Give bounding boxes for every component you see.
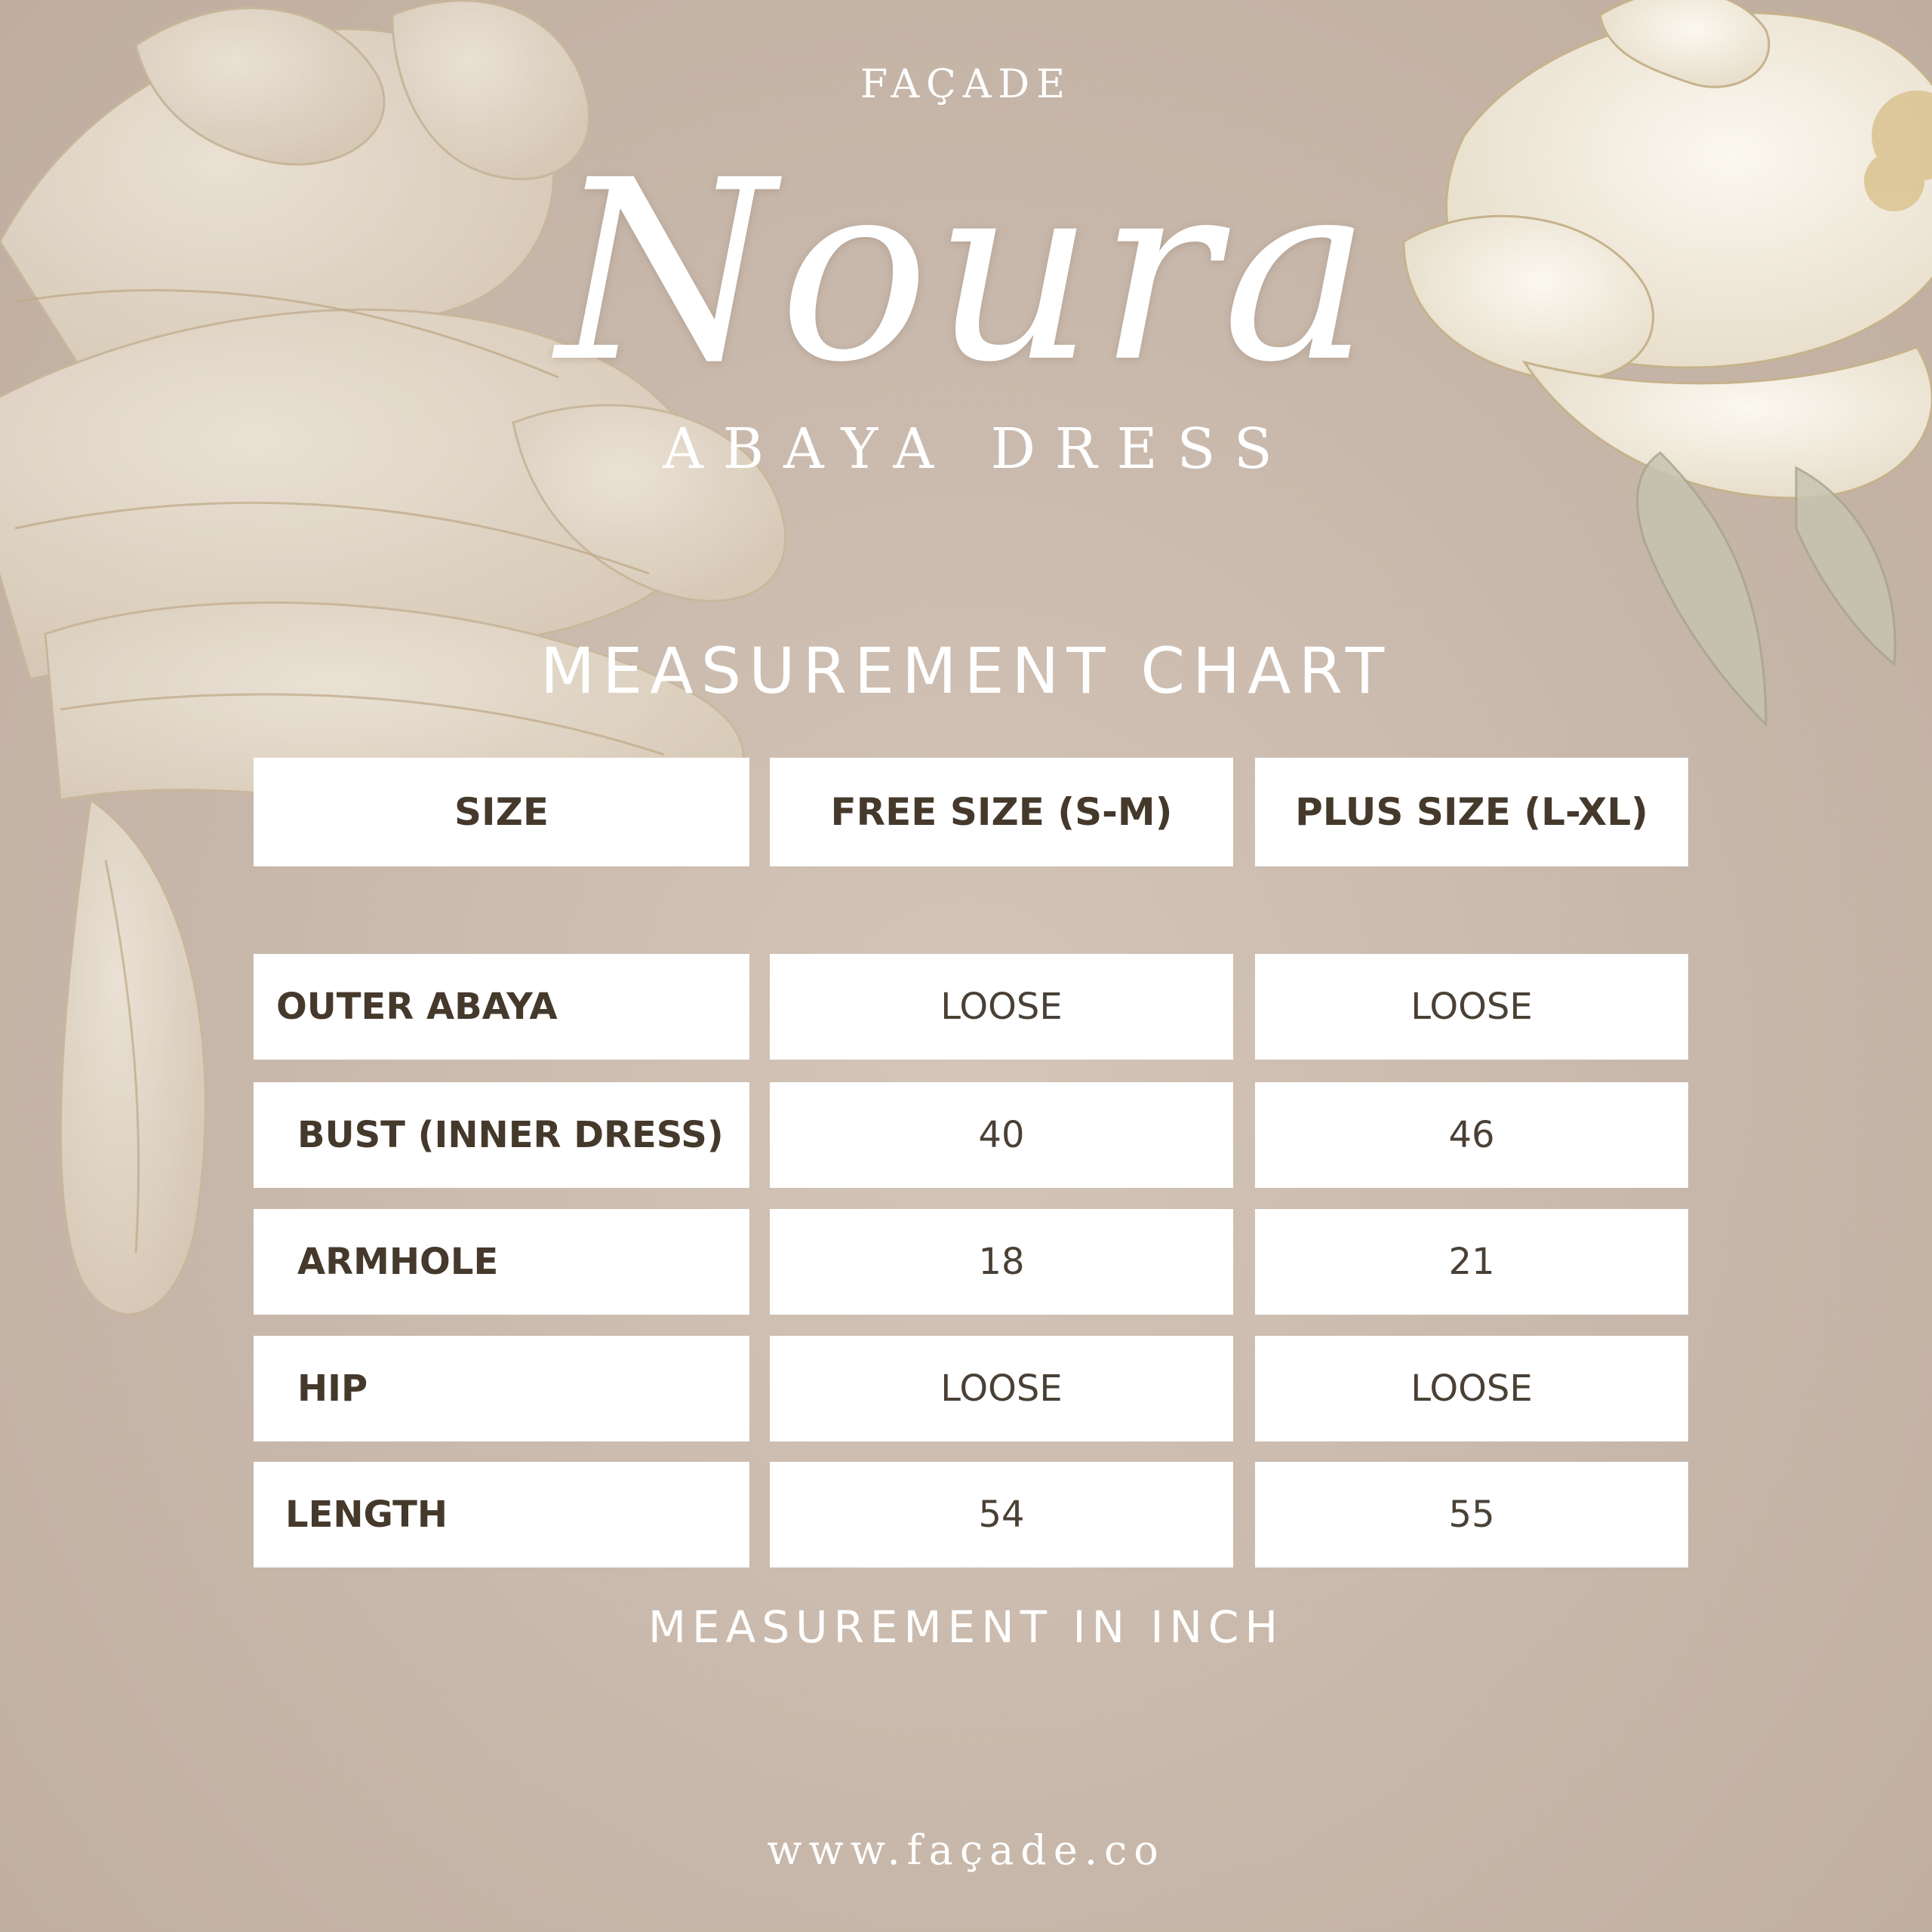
cell-free-outer-abaya: LOOSE [770, 954, 1233, 1060]
measurement-unit-note: MEASUREMENT IN INCH [648, 1601, 1284, 1653]
row-label-length: LENGTH [254, 1462, 749, 1567]
row-label-hip: HIP [254, 1336, 749, 1441]
brand-name: FAÇADE [860, 62, 1072, 107]
cell-plus-outer-abaya: LOOSE [1255, 954, 1688, 1060]
header-plus-size: PLUS SIZE (L-XL) [1255, 758, 1688, 866]
website-url: www.façade.co [767, 1826, 1165, 1874]
product-script-title: Noura [556, 127, 1376, 417]
cell-plus-armhole: 21 [1255, 1209, 1688, 1315]
cell-plus-bust: 46 [1255, 1082, 1688, 1188]
row-label-armhole: ARMHOLE [254, 1209, 749, 1315]
product-subtitle: ABAYA DRESS [663, 417, 1292, 481]
row-label-outer-abaya: OUTER ABAYA [254, 954, 749, 1060]
row-label-bust: BUST (INNER DRESS) [254, 1082, 749, 1188]
cell-plus-length: 55 [1255, 1462, 1688, 1567]
cell-free-hip: LOOSE [770, 1336, 1233, 1441]
cell-free-length: 54 [770, 1462, 1233, 1567]
chart-heading: MEASUREMENT CHART [540, 634, 1392, 708]
cell-free-bust: 40 [770, 1082, 1233, 1188]
header-free-size: FREE SIZE (S-M) [770, 758, 1233, 866]
cell-plus-hip: LOOSE [1255, 1336, 1688, 1441]
header-size: SIZE [254, 758, 749, 866]
cell-free-armhole: 18 [770, 1209, 1233, 1315]
